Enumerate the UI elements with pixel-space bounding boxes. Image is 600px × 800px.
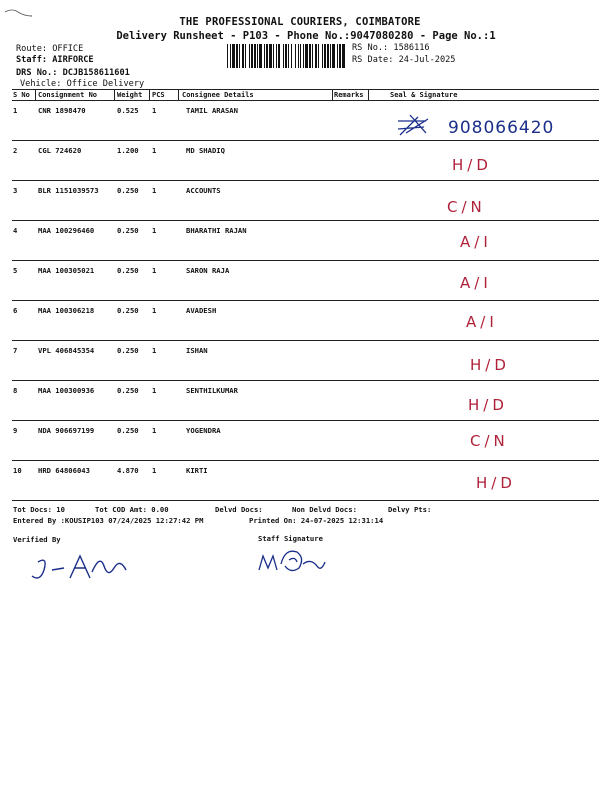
row-consignment: MAA 100296460: [38, 226, 95, 235]
row-weight: 0.250: [117, 426, 139, 435]
row-consignment: MAA 100305021: [38, 266, 95, 275]
runsheet-subtitle: Delivery Runsheet - P103 - Phone No.:9047080280 - Page No.:1: [116, 30, 496, 42]
col-header-sno: S No: [13, 91, 30, 99]
row-sno: 8: [13, 386, 18, 395]
row-pcs: 1: [152, 386, 157, 395]
row-divider: [12, 140, 599, 141]
seal-stamp: [396, 113, 442, 139]
row-pcs: 1: [152, 466, 157, 475]
row-consignee: TAMIL ARASAN: [186, 106, 238, 115]
row-divider: [12, 260, 599, 261]
delivered-docs: Delvd Docs:: [215, 505, 263, 514]
row-pcs: 1: [152, 146, 157, 155]
table-top-rule: [12, 89, 599, 90]
row-weight: 0.250: [117, 346, 139, 355]
non-delivered-docs: Non Delvd Docs:: [292, 505, 357, 514]
col-divider: [368, 89, 369, 101]
row-consignment: BLR 1151039573: [38, 186, 99, 195]
row-consignee: SENTHILKUMAR: [186, 386, 238, 395]
row-consignee: KIRTI: [186, 466, 208, 475]
row-sno: 7: [13, 346, 18, 355]
staff-signature-icon: [255, 544, 335, 578]
row-sno: 2: [13, 146, 18, 155]
col-header-consignee: Consignee Details: [182, 91, 254, 99]
row-weight: 0.250: [117, 386, 139, 395]
row-divider: [12, 300, 599, 301]
row-sno: 10: [13, 466, 22, 475]
row-consignment: CGL 724620: [38, 146, 82, 155]
barcode: [227, 44, 345, 68]
row-weight: 0.525: [117, 106, 139, 115]
row-consignee: ACCOUNTS: [186, 186, 221, 195]
row-pcs: 1: [152, 186, 157, 195]
company-title: THE PROFESSIONAL COURIERS, COIMBATORE: [179, 16, 421, 28]
col-header-seal: Seal & Signature: [390, 91, 458, 99]
row-consignment: NDA 906697199: [38, 426, 95, 435]
entered-by: Entered By :KOUSIP103 07/24/2025 12:27:42 PM: [13, 516, 204, 525]
row-consignee: BHARATHI RAJAN: [186, 226, 247, 235]
row-seal-signature: H/D: [468, 396, 508, 414]
row-sno: 3: [13, 186, 18, 195]
staff-label: Staff: AIRFORCE: [16, 55, 94, 65]
row-seal-signature: H/D: [476, 474, 516, 492]
row-sno: 5: [13, 266, 18, 275]
col-divider: [178, 89, 179, 101]
row-weight: 0.250: [117, 306, 139, 315]
row-consignment: MAA 100300936: [38, 386, 95, 395]
row-consignee: MD SHADIQ: [186, 146, 225, 155]
row-pcs: 1: [152, 266, 157, 275]
rs-date: RS Date: 24-Jul-2025: [352, 55, 456, 65]
row-divider: [12, 220, 599, 221]
verified-by-label: Verified By: [13, 535, 61, 544]
row-pcs: 1: [152, 346, 157, 355]
row-seal-signature: H/D: [470, 356, 510, 374]
row-divider: [12, 180, 599, 181]
row-pcs: 1: [152, 426, 157, 435]
row-divider: [12, 380, 599, 381]
row-divider: [12, 340, 599, 341]
row-weight: 1.200: [117, 146, 139, 155]
col-divider: [332, 89, 333, 101]
row-weight: 0.250: [117, 266, 139, 275]
row-weight: 0.250: [117, 186, 139, 195]
row-sno: 1: [13, 106, 18, 115]
row-weight: 4.870: [117, 466, 139, 475]
row-pcs: 1: [152, 106, 157, 115]
col-header-weight: Weight: [117, 91, 143, 99]
verifier-signature-icon: [30, 548, 140, 588]
col-header-pcs: PCS: [152, 91, 165, 99]
row-pcs: 1: [152, 306, 157, 315]
row-sno: 6: [13, 306, 18, 315]
table-bottom-rule: [12, 500, 599, 501]
row-consignee: ISHAN: [186, 346, 208, 355]
row-consignment: CNR 1898470: [38, 106, 86, 115]
vehicle-label: Vehicle: Office Delivery: [20, 79, 145, 89]
row-pcs: 1: [152, 226, 157, 235]
row-consignee: SARON RAJA: [186, 266, 230, 275]
route-label: Route: OFFICE: [16, 44, 84, 54]
row-seal-signature: A/I: [466, 313, 498, 331]
printed-on: Printed On: 24-07-2025 12:31:14: [249, 516, 384, 525]
col-divider: [149, 89, 150, 101]
row-consignee: YOGENDRA: [186, 426, 221, 435]
row-divider: [12, 460, 599, 461]
row-divider: [12, 420, 599, 421]
col-divider: [35, 89, 36, 101]
total-cod-amount: Tot COD Amt: 0.00: [95, 505, 169, 514]
row-consignment: MAA 100306218: [38, 306, 95, 315]
row-consignee: AVADESH: [186, 306, 217, 315]
rs-number: RS No.: 1586116: [352, 43, 430, 53]
drs-number: DRS No.: DCJB158611601: [16, 68, 130, 78]
row-sno: 9: [13, 426, 18, 435]
col-header-consignment: Consignment No: [38, 91, 98, 99]
table-header-rule: [12, 100, 599, 101]
delivery-points: Delvy Pts:: [388, 505, 432, 514]
col-header-remarks: Remarks: [334, 91, 364, 99]
total-docs: Tot Docs: 10: [13, 505, 65, 514]
row-seal-signature: 908066420: [448, 118, 555, 138]
row-seal-signature: A/I: [460, 274, 492, 292]
row-consignment: HRD 64806043: [38, 466, 90, 475]
row-seal-signature: A/I: [460, 233, 492, 251]
row-seal-signature: H/D: [452, 156, 492, 174]
row-sno: 4: [13, 226, 18, 235]
row-seal-signature: C/N: [447, 198, 486, 216]
row-consignment: VPL 406845354: [38, 346, 95, 355]
col-divider: [114, 89, 115, 101]
row-weight: 0.250: [117, 226, 139, 235]
staff-signature-label: Staff Signature: [258, 534, 323, 543]
row-seal-signature: C/N: [470, 432, 509, 450]
